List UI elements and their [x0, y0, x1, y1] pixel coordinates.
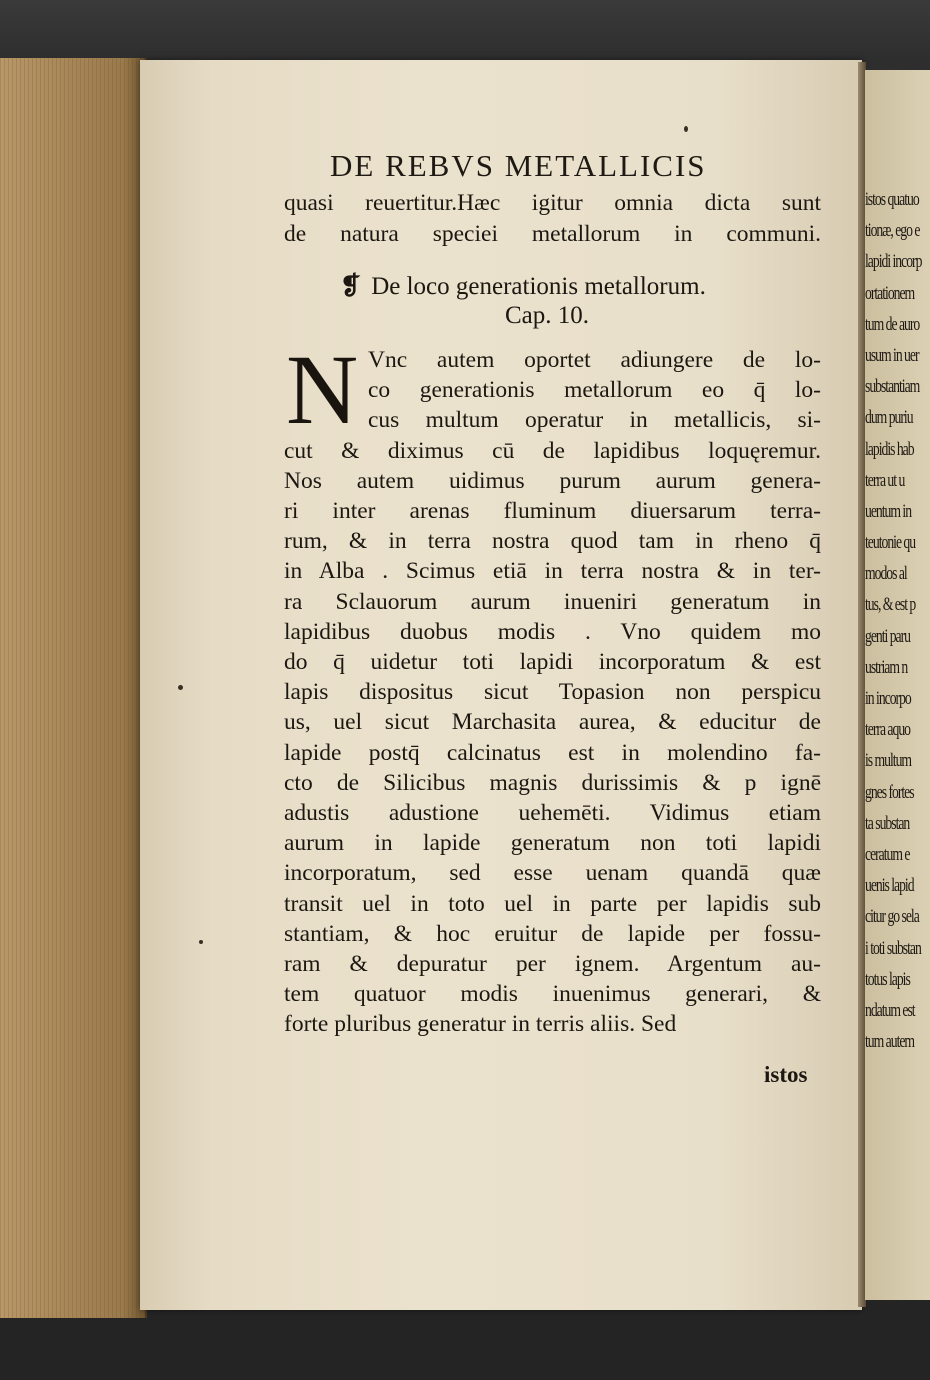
- section-heading: [340, 271, 810, 301]
- body-line: us, uel sicut Marchasita aurea, & educitur de: [284, 709, 821, 736]
- body-line: ra Sclauorum aurum inueniri generatum in: [284, 588, 821, 615]
- pilcrow-mark: ❡: [340, 273, 361, 300]
- adjacent-page-line: uentum in: [865, 500, 912, 522]
- adjacent-page-line: is multum: [865, 750, 912, 772]
- adjacent-page-line: modos al: [865, 563, 907, 585]
- adjacent-page-line: ndatum est: [865, 999, 915, 1021]
- adjacent-page-line: totus lapis: [865, 968, 910, 990]
- body-line: cut & diximus cū de lapidibus loquęremur.: [284, 437, 821, 464]
- adjacent-page-line: terra aquo: [865, 719, 910, 741]
- book-page-edges: [0, 58, 147, 1318]
- ink-speck: [684, 126, 688, 132]
- body-line: transit uel in toto uel in parte per lapidis sub: [284, 890, 821, 917]
- body-line: forte pluribus generatur in terris aliis. Sed: [284, 1011, 677, 1038]
- adjacent-page-line: i toti substan: [865, 937, 921, 959]
- body-line: cus multum operatur in metallicis, si-: [368, 407, 821, 434]
- adjacent-page-line: tus, & est p: [865, 594, 916, 616]
- catchword: istos: [764, 1062, 808, 1087]
- adjacent-page-line: uenis lapid: [865, 875, 914, 897]
- body-line: stantiam, & hoc eruitur de lapide per fossu-: [284, 920, 821, 947]
- adjacent-page-line: istos quatuo: [865, 189, 919, 210]
- body-line: lapis dispositus sicut Topasion non perspicu: [284, 679, 821, 706]
- adjacent-page-line: dum puriu: [865, 407, 913, 429]
- body-line: Nos autem uidimus purum aurum genera-: [284, 467, 821, 494]
- body-line: rum, & in terra nostra quod tam in rheno q̄: [284, 528, 821, 555]
- adjacent-page-line: lapidi incorp: [865, 251, 922, 273]
- running-head: DE REBVS METALLICIS: [330, 148, 707, 183]
- body-line: co generationis metallorum eo q̄ lo-: [368, 377, 821, 404]
- body-line: ram & depuratur per ignem. Argentum au-: [284, 951, 821, 977]
- adjacent-page-line: teutonie qu: [865, 532, 916, 554]
- adjacent-page-line: ustriam n: [865, 656, 908, 678]
- adjacent-page-line: ortationem: [865, 282, 915, 304]
- body-line: tem quatuor modis inuenimus generari, &: [284, 981, 821, 1008]
- adjacent-page-line: tum autem: [865, 1031, 915, 1053]
- ink-speck: [199, 940, 203, 944]
- adjacent-page-line: in incorpo: [865, 688, 911, 709]
- adjacent-page-line: ceratum e: [865, 843, 910, 865]
- body-line: ri inter arenas fluminum diuersarum terra-: [284, 498, 821, 524]
- adjacent-page-line: citur go sela: [865, 906, 919, 928]
- adjacent-page-line: tum de auro: [865, 313, 920, 335]
- adjacent-page-text: [865, 184, 930, 1057]
- body-line: do q̄ uidetur toti lapidi incorporatum & est: [284, 649, 821, 675]
- adjacent-page-line: tionæ, ego e: [865, 220, 920, 242]
- chapter-number: Cap. 10.: [505, 302, 590, 329]
- intro-line: quasi reuertitur.Hæc igitur omnia dicta sunt: [284, 190, 821, 216]
- body-line: lapidibus duobus modis . Vno quidem mo: [284, 618, 821, 645]
- adjacent-page-line: usum in uer: [865, 344, 919, 366]
- adjacent-page-line: ta substan: [865, 812, 910, 834]
- body-line: adustis adustione uehemēti. Vidimus etiam: [284, 800, 821, 826]
- adjacent-page-line: gnes fortes: [865, 781, 914, 803]
- body-line: lapide postq̄ calcinatus est in molendino fa-: [284, 739, 821, 766]
- body-line: Vnc autem oportet adiungere de lo-: [368, 347, 821, 373]
- adjacent-page-line: genti paru: [865, 625, 911, 647]
- drop-cap: N: [286, 334, 359, 445]
- adjacent-page-fragment: [865, 70, 930, 1300]
- intro-line: de natura speciei metallorum in communi.: [284, 221, 821, 247]
- adjacent-page-line: lapidis hab: [865, 438, 914, 460]
- section-heading-text: De loco generationis metallorum.: [371, 273, 706, 300]
- ink-speck: [178, 685, 183, 690]
- body-line: cto de Silicibus magnis durissimis & p ignē: [284, 769, 821, 796]
- body-line: in Alba . Scimus etiā in terra nostra & in ter-: [284, 558, 821, 585]
- body-line: incorporatum, sed esse uenam quandā quæ: [284, 860, 821, 887]
- body-line: aurum in lapide generatum non toti lapidi: [284, 830, 821, 857]
- adjacent-page-line: terra ut u: [865, 469, 905, 491]
- adjacent-page-line: substantiam: [865, 376, 920, 398]
